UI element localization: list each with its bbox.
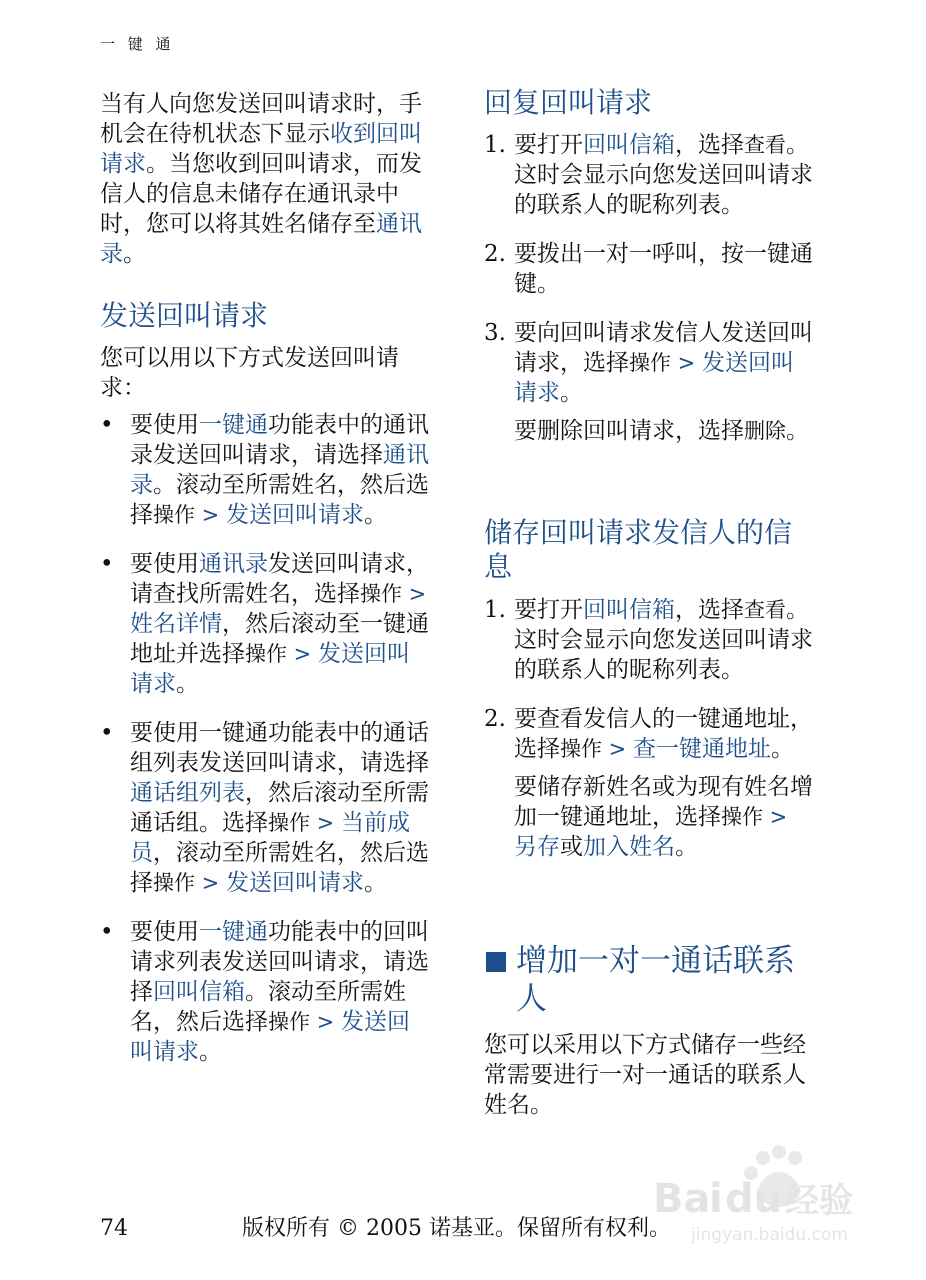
item-text: 功能表中的通讯录发送回叫请求，请选择 bbox=[130, 412, 429, 468]
bullet-icon: • bbox=[100, 551, 114, 577]
bullet-icon: • bbox=[100, 720, 114, 746]
softkey-term: 查看 bbox=[744, 598, 786, 622]
reply-steps bbox=[484, 130, 814, 465]
menu-term: 回叫信箱 bbox=[583, 132, 675, 158]
menu-separator: > bbox=[195, 503, 226, 527]
step-text: ，选择 bbox=[675, 597, 744, 623]
menu-term: 发送回叫请求 bbox=[225, 502, 364, 528]
step-number: 3. bbox=[484, 320, 506, 346]
intro-link-contacts: 通讯录 bbox=[100, 211, 422, 267]
intro-text: 。当您收到回叫请求，而发信人的信息未储存在通讯录中时，您可以将其姓名储存至 bbox=[100, 151, 422, 237]
note-text: 。 bbox=[786, 418, 809, 444]
item-text: 。滚动至所需姓名，然后选择 bbox=[130, 979, 406, 1035]
menu-term: 通话组列表 bbox=[130, 780, 245, 806]
softkey-term: 操作 bbox=[153, 871, 195, 895]
svg-text:du: du bbox=[725, 1176, 783, 1222]
step-text: 要打开 bbox=[514, 597, 583, 623]
step-item bbox=[484, 704, 814, 862]
step-item bbox=[484, 130, 814, 220]
item-text: 要使用 bbox=[130, 412, 199, 438]
item-text: 。 bbox=[363, 502, 387, 528]
softkey-term: 删除 bbox=[744, 419, 786, 443]
item-text: ，然后滚动至一键通地址并选择 bbox=[130, 611, 429, 667]
step-item bbox=[484, 239, 814, 299]
softkey-term: 查看 bbox=[744, 133, 786, 157]
list-item bbox=[100, 410, 430, 530]
menu-term: 加入姓名 bbox=[583, 834, 675, 860]
item-text: ，然后滚动至所需通话组。选择 bbox=[130, 780, 429, 836]
step-number: 1. bbox=[484, 132, 506, 158]
item-text: 。 bbox=[199, 1039, 222, 1065]
note-text: 或 bbox=[560, 834, 583, 860]
step-text: 要拨出一对一呼叫，按一键通键。 bbox=[514, 241, 813, 297]
step-text: 要打开 bbox=[514, 132, 583, 158]
menu-separator: > bbox=[763, 805, 788, 829]
list-item bbox=[100, 917, 430, 1067]
item-text: 要使用 bbox=[130, 919, 199, 945]
step-note bbox=[514, 416, 814, 446]
softkey-term: 操作 bbox=[153, 503, 195, 527]
svg-text:经验: 经验 bbox=[785, 1181, 853, 1221]
svg-text:i: i bbox=[709, 1176, 723, 1222]
step-text: 。 bbox=[560, 380, 583, 406]
item-text: 。 bbox=[176, 671, 199, 697]
step-item bbox=[484, 318, 814, 446]
copyright-line: 版权所有 © 2005 诺基亚。保留所有权利。 bbox=[242, 1216, 671, 1241]
section-heading-send: 发送回叫请求 bbox=[100, 299, 269, 332]
menu-term: 查一键通地址 bbox=[632, 736, 771, 762]
item-text: 。滚动至所需姓名，然后选择 bbox=[130, 472, 429, 528]
softkey-term: 操作 bbox=[268, 811, 310, 835]
step-number: 2. bbox=[484, 241, 506, 267]
bullet-icon: • bbox=[100, 919, 114, 945]
step-text: 。 bbox=[770, 736, 794, 762]
menu-separator: > bbox=[402, 582, 427, 606]
menu-term: 姓名详情 bbox=[130, 611, 222, 637]
step-item bbox=[484, 595, 814, 685]
menu-term: 回叫信箱 bbox=[583, 597, 675, 623]
menu-separator: > bbox=[671, 351, 702, 375]
step-number: 2. bbox=[484, 706, 506, 732]
menu-separator: > bbox=[310, 1010, 341, 1034]
softkey-term: 操作 bbox=[245, 642, 287, 666]
menu-term: 发送回叫请求 bbox=[514, 350, 794, 406]
softkey-term: 操作 bbox=[629, 351, 671, 375]
menu-term: 当前成员 bbox=[130, 810, 410, 866]
item-text: 功能表中的回叫请求列表发送回叫请求，请选择 bbox=[130, 919, 429, 1005]
list-item bbox=[100, 549, 430, 699]
running-head: 一 键 通 bbox=[100, 35, 175, 53]
section-send-intro: 您可以用以下方式发送回叫请求： bbox=[100, 345, 399, 401]
note-text: 要储存新姓名或为现有姓名增加一键通地址，选择 bbox=[514, 774, 813, 830]
step-text: 要向回叫请求发信人发送回叫请求，选择 bbox=[514, 320, 813, 376]
intro-link-received-request: 收到回叫请求 bbox=[100, 121, 422, 177]
baidu-jingyan-watermark bbox=[645, 1140, 885, 1250]
svg-text:jingyan.baidu.com: jingyan.baidu.com bbox=[691, 1225, 848, 1245]
menu-separator: > bbox=[287, 642, 318, 666]
softkey-term: 操作 bbox=[560, 737, 602, 761]
menu-separator: > bbox=[310, 811, 341, 835]
softkey-term: 操作 bbox=[721, 805, 763, 829]
step-text: 。这时会显示向您发送回叫请求的联系人的昵称列表。 bbox=[514, 132, 813, 218]
svg-text:Ba: Ba bbox=[653, 1176, 711, 1222]
menu-separator: > bbox=[195, 871, 226, 895]
menu-term: 一键通 bbox=[199, 412, 268, 438]
bullet-icon: • bbox=[100, 412, 114, 438]
menu-separator: > bbox=[602, 737, 633, 761]
save-sender-steps bbox=[484, 595, 814, 881]
menu-term: 通讯录 bbox=[130, 442, 429, 498]
item-text: ，滚动至所需姓名，然后选择 bbox=[130, 840, 429, 896]
step-text: 要查看发信人的一键通地址，选择 bbox=[514, 706, 813, 762]
menu-term: 一键通 bbox=[199, 919, 268, 945]
note-text: 要删除回叫请求，选择 bbox=[514, 418, 744, 444]
intro-paragraph bbox=[100, 89, 440, 269]
step-number: 1. bbox=[484, 597, 506, 623]
heading-text: 增加一对一通话联系人 bbox=[516, 943, 795, 1017]
item-text: 。 bbox=[363, 870, 387, 896]
item-text: 要使用一键通功能表中的通话组列表发送回叫请求，请选择 bbox=[130, 720, 429, 776]
item-text: 发送回叫请求，请查找所需姓名，选择 bbox=[130, 551, 429, 607]
menu-term: 发送回叫请求 bbox=[130, 1009, 410, 1065]
section-heading-add-contact bbox=[484, 942, 806, 1018]
section-heading-reply: 回复回叫请求 bbox=[484, 86, 653, 119]
softkey-term: 操作 bbox=[360, 582, 402, 606]
menu-term: 另存 bbox=[514, 834, 560, 860]
softkey-term: 操作 bbox=[268, 1010, 310, 1034]
intro-text: 当有人向您发送回叫请求时，手机会在待机状态下显示 bbox=[100, 91, 422, 147]
section-heading-save-sender: 储存回叫请求发信人的信息 bbox=[484, 516, 793, 583]
item-text: 要使用 bbox=[130, 551, 199, 577]
step-text: 。这时会显示向您发送回叫请求的联系人的昵称列表。 bbox=[514, 597, 813, 683]
square-bullet-icon bbox=[486, 952, 506, 972]
menu-term: 发送回叫请求 bbox=[130, 641, 410, 697]
menu-term: 发送回叫请求 bbox=[225, 870, 364, 896]
step-text: ，选择 bbox=[675, 132, 744, 158]
menu-term: 回叫信箱 bbox=[153, 979, 245, 1005]
add-contact-intro: 您可以采用以下方式储存一些经常需要进行一对一通话的联系人姓名。 bbox=[484, 1032, 806, 1118]
note-text: 。 bbox=[675, 834, 698, 860]
page-number: 74 bbox=[100, 1216, 128, 1241]
send-method-list bbox=[100, 410, 430, 1086]
intro-text: 。 bbox=[123, 241, 146, 267]
menu-term: 通讯录 bbox=[199, 551, 268, 577]
step-note bbox=[514, 772, 814, 862]
list-item bbox=[100, 718, 430, 898]
